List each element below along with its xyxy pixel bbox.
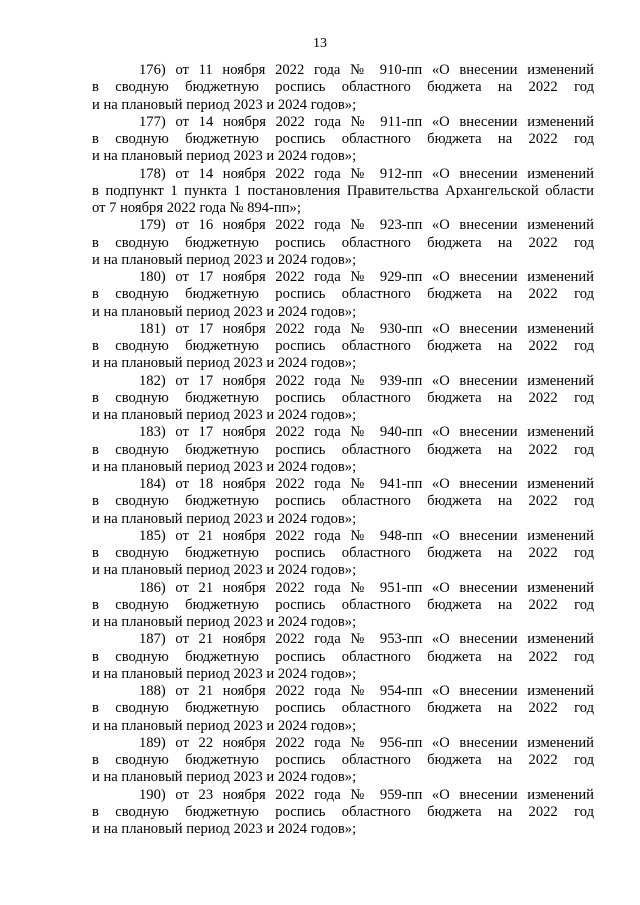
item-heading-line: 189) от 22 ноября 2022 года № 956-пп «О внесении изменений xyxy=(139,734,594,751)
item-heading-line: 177) от 14 ноября 2022 года № 911-пп «О внесении изменений xyxy=(139,113,594,130)
list-item xyxy=(92,528,594,580)
item-text-line: в сводную бюджетную роспись областного бюджета на 2022 год xyxy=(92,700,594,717)
item-text-line: в сводную бюджетную роспись областного бюджета на 2022 год xyxy=(92,286,594,303)
item-heading-line: 179) от 16 ноября 2022 года № 923-пп «О внесении изменений xyxy=(139,217,594,234)
page-number: 13 xyxy=(313,36,327,51)
item-heading-line: 190) от 23 ноября 2022 года № 959-пп «О внесении изменений xyxy=(139,786,594,803)
item-text-line: в сводную бюджетную роспись областного бюджета на 2022 год xyxy=(92,441,594,458)
item-text-line: и на плановый период 2023 и 2024 годов»; xyxy=(92,458,357,475)
item-text-line: и на плановый период 2023 и 2024 годов»; xyxy=(92,821,357,837)
item-text-line: в сводную бюджетную роспись областного бюджета на 2022 год xyxy=(92,131,594,147)
item-heading-line: 180) от 17 ноября 2022 года № 929-пп «О внесении изменений xyxy=(139,269,594,285)
list-item xyxy=(92,683,594,735)
item-text-line: в подпункт 1 пункта 1 постановления Правительства Архангельской области xyxy=(92,182,594,199)
item-text-line: и на плановый период 2023 и 2024 годов»; xyxy=(92,614,357,630)
item-text-line: в сводную бюджетную роспись областного бюджета на 2022 год xyxy=(92,596,594,613)
item-text-line: и на плановый период 2023 и 2024 годов»; xyxy=(92,251,357,268)
item-text-line: в сводную бюджетную роспись областного бюджета на 2022 год xyxy=(92,79,594,96)
item-text-line: и на плановый период 2023 и 2024 годов»; xyxy=(92,665,357,682)
list-item xyxy=(92,217,594,269)
item-text-line: и на плановый период 2023 и 2024 годов»; xyxy=(92,355,357,372)
item-heading-line: 182) от 17 ноября 2022 года № 939-пп «О внесении изменений xyxy=(139,372,594,389)
item-text-line: и на плановый период 2023 и 2024 годов»; xyxy=(92,303,357,320)
item-text-line: в сводную бюджетную роспись областного бюджета на 2022 год xyxy=(92,803,594,820)
item-heading-line: 188) от 21 ноября 2022 года № 954-пп «О внесении изменений xyxy=(139,683,594,699)
item-heading-line: 186) от 21 ноября 2022 года № 951-пп «О внесении изменений xyxy=(139,579,594,596)
item-text-line: в сводную бюджетную роспись областного бюджета на 2022 год xyxy=(92,338,594,354)
document-body xyxy=(92,62,594,838)
item-text-line: от 7 ноября 2022 года № 894-пп»; xyxy=(92,200,301,216)
item-text-line: в сводную бюджетную роспись областного бюджета на 2022 год xyxy=(92,545,594,561)
item-text-line: в сводную бюджетную роспись областного бюджета на 2022 год xyxy=(92,493,594,510)
item-text-line: и на плановый период 2023 и 2024 годов»; xyxy=(92,96,357,113)
item-text-line: в сводную бюджетную роспись областного бюджета на 2022 год xyxy=(92,648,594,665)
item-text-line: и на плановый период 2023 и 2024 годов»; xyxy=(92,717,357,734)
item-text-line: в сводную бюджетную роспись областного бюджета на 2022 год xyxy=(92,234,594,251)
item-heading-line: 178) от 14 ноября 2022 года № 912-пп «О внесении изменений xyxy=(139,165,594,182)
item-heading-line: 185) от 21 ноября 2022 года № 948-пп «О внесении изменений xyxy=(139,527,594,544)
list-item xyxy=(92,373,594,425)
item-heading-line: 181) от 17 ноября 2022 года № 930-пп «О внесении изменений xyxy=(139,320,594,337)
list-item xyxy=(92,62,594,114)
item-heading-line: 176) от 11 ноября 2022 года № 910-пп «О внесении изменений xyxy=(139,62,594,78)
item-text-line: в сводную бюджетную роспись областного бюджета на 2022 год xyxy=(92,389,594,406)
list-item xyxy=(92,631,594,683)
list-item xyxy=(92,424,594,476)
item-heading-line: 184) от 18 ноября 2022 года № 941-пп «О внесении изменений xyxy=(139,476,594,492)
list-item xyxy=(92,321,594,373)
item-text-line: и на плановый период 2023 и 2024 годов»; xyxy=(92,407,357,423)
item-text-line: и на плановый период 2023 и 2024 годов»; xyxy=(92,510,357,527)
item-text-line: и на плановый период 2023 и 2024 годов»; xyxy=(92,148,357,165)
list-item xyxy=(92,735,594,787)
list-item xyxy=(92,166,594,218)
item-text-line: и на плановый период 2023 и 2024 годов»; xyxy=(92,562,357,579)
item-heading-line: 183) от 17 ноября 2022 года № 940-пп «О внесении изменений xyxy=(139,424,594,441)
list-item xyxy=(92,787,594,839)
list-item xyxy=(92,269,594,321)
item-text-line: и на плановый период 2023 и 2024 годов»; xyxy=(92,769,357,786)
list-item xyxy=(92,476,594,528)
list-item xyxy=(92,580,594,632)
list-item xyxy=(92,114,594,166)
item-heading-line: 187) от 21 ноября 2022 года № 953-пп «О внесении изменений xyxy=(139,631,594,648)
item-text-line: в сводную бюджетную роспись областного бюджета на 2022 год xyxy=(92,752,594,768)
